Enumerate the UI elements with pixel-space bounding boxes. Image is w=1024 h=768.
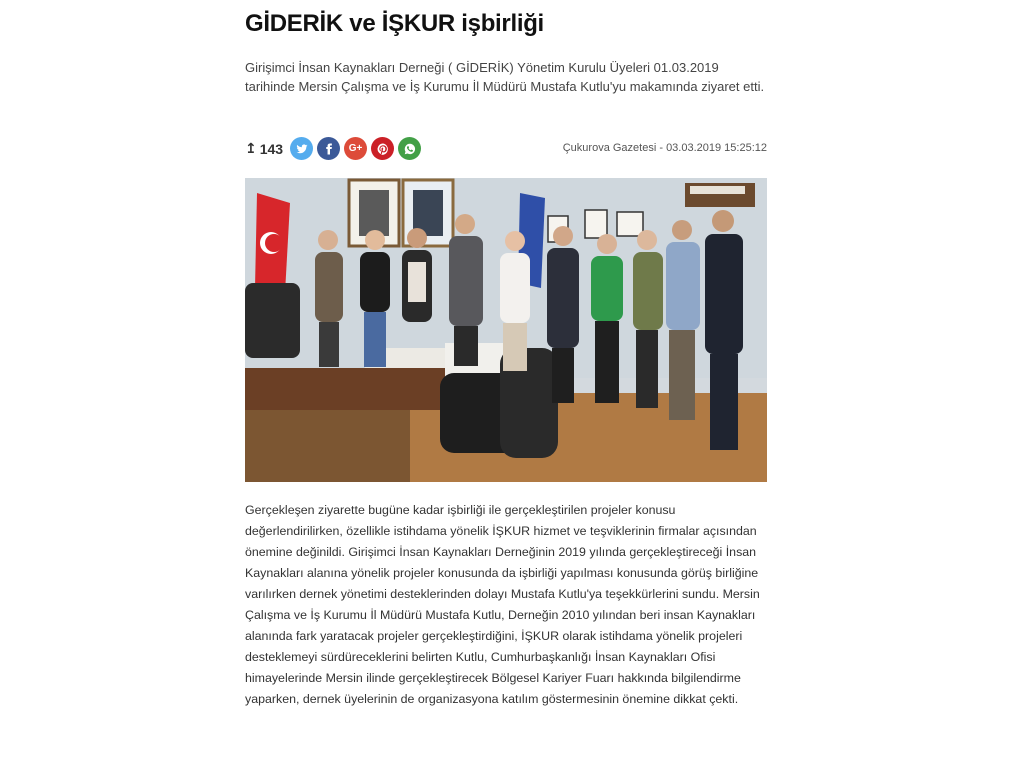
whatsapp-icon: [404, 143, 416, 155]
article-meta: [245, 136, 767, 162]
byline-separator: -: [656, 142, 667, 154]
google-plus-icon: G+: [348, 143, 363, 154]
facebook-share-button[interactable]: [317, 137, 340, 160]
share-counter: [245, 140, 283, 157]
source-name: Çukurova Gazetesi: [562, 142, 657, 154]
twitter-share-button[interactable]: [290, 137, 313, 160]
twitter-icon: [296, 143, 308, 155]
publish-datetime: 03.03.2019 15:25:12: [666, 142, 767, 154]
pinterest-share-button[interactable]: [371, 137, 394, 160]
googleplus-share-button[interactable]: [344, 137, 367, 160]
facebook-icon: [323, 143, 335, 155]
article-body: Gerçekleşen ziyarette bugüne kadar işbirliği ile gerçekleştirilen projeler konusu değerlendirilirken, özellikle istihdama yönelik İŞKUR hizmet ve teşviklerinin firmalar açısından önemine değinildi. Girişimci İnsan Kaynakları Derneğinin 2019 yılında gerçekleştireceği İnsan Kaynakları alanına yönelik projeler konusunda da işbirliği yapılması konusunda görüş birliğine varılırken dernek yönetimi desteklerinden dolayı Mustafa Kutlu'ya teşekkürlerini sundu. Mersin Çalışma ve İş Kurumu İl Müdürü Mustafa Kutlu, Derneğin 2010 yılından beri insan Kaynakları alanında fark yaratacak projeler gerçekleştirdiğini, İŞKUR olarak istihdama yönelik projeleri desteklemeyi sürdüreceklerini belirten Kutlu, Cumhurbaşkanlığı İnsan Kaynakları Ofisi himayelerinde Mersin ilinde gerçekleştirecek Bölgesel Kariyer Fuarı hakkında bilgilendirme yaparken, dernek üyelerinin de organizasyona katılım göstermesinin önemine dikkat çekti.: [245, 503, 760, 706]
social-share-buttons: [290, 137, 421, 160]
share-arrow-icon: ↥: [245, 140, 257, 156]
whatsapp-share-button[interactable]: [398, 137, 421, 160]
page-title: GİDERİK ve İŞKUR işbirliği: [245, 10, 544, 37]
article-photo: [245, 178, 767, 482]
article-byline: [563, 142, 767, 154]
article-lead: Girişimci İnsan Kaynakları Derneği ( GİDERİK) Yönetim Kurulu Üyeleri 01.03.2019 tarihinde Mersin Çalışma ve İş Kurumu İl Müdürü Mustafa Kutlu'yu makamında ziyaret etti.: [245, 60, 765, 94]
group-photo-illustration: [245, 178, 767, 482]
pinterest-icon: [377, 143, 389, 155]
share-count-value: 143: [259, 140, 284, 157]
